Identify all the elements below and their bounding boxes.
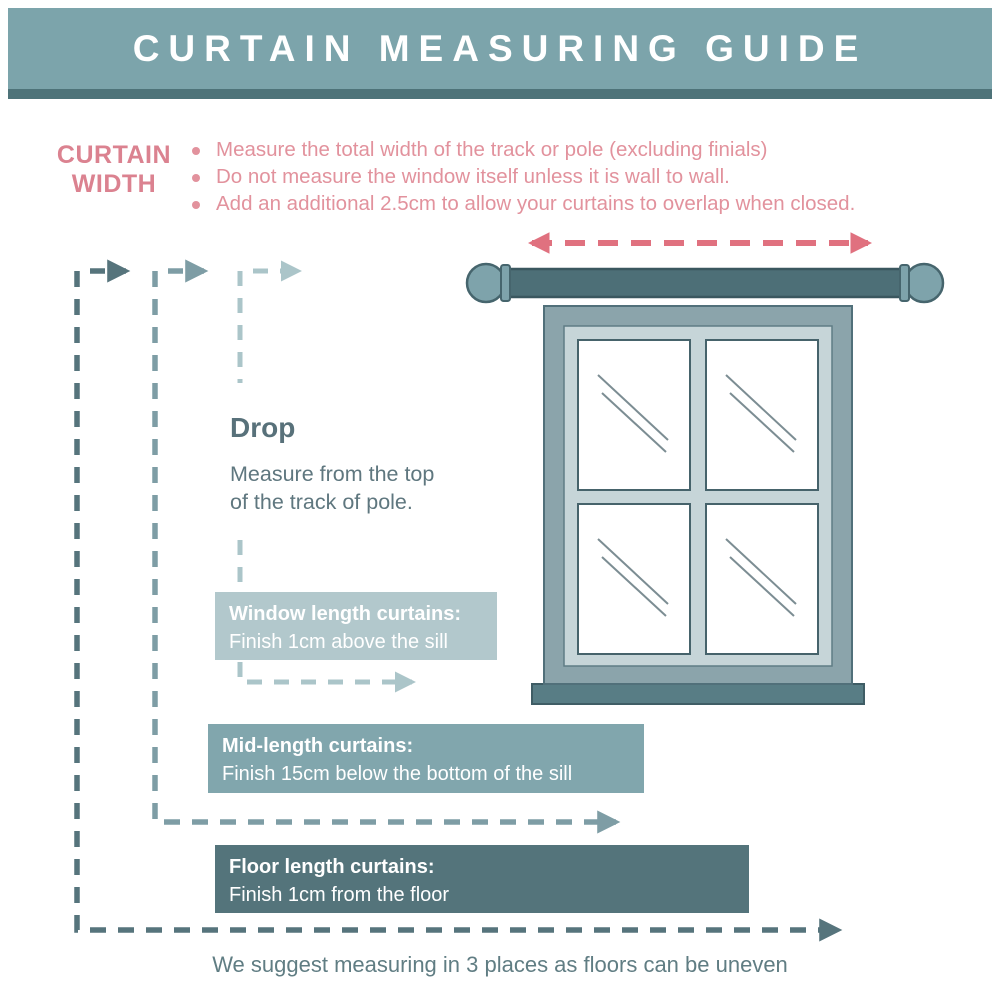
pole-finial-left (467, 264, 505, 302)
curtain-width-heading-line2: WIDTH (71, 170, 157, 198)
bullet-text: Add an additional 2.5cm to allow your curtains to overlap when closed. (216, 192, 856, 215)
curtain-width-heading-line1: CURTAIN (56, 141, 172, 169)
window-pane (578, 504, 690, 654)
mid-length-subtitle: Finish 15cm below the bottom of the sill (222, 763, 573, 785)
drop-heading: Drop (230, 412, 296, 443)
window-icon (532, 306, 864, 704)
window-length-box (215, 592, 497, 660)
pole-finial-right (905, 264, 943, 302)
window-length-subtitle: Finish 1cm above the sill (229, 631, 448, 653)
window-pane (578, 340, 690, 490)
window-pane (706, 504, 818, 654)
floor-length-subtitle: Finish 1cm from the floor (229, 884, 450, 906)
mid-length-box (208, 724, 644, 793)
page-title: CURTAIN MEASURING GUIDE (132, 27, 868, 69)
curtain-pole-icon (467, 264, 943, 302)
window-sill (532, 684, 864, 704)
floor-length-box (215, 845, 749, 913)
footer-note: We suggest measuring in 3 places as floors can be uneven (212, 952, 788, 977)
pole-collar-left (501, 265, 510, 301)
drop-description-line1: Measure from the top (230, 462, 435, 486)
bullet-text: Do not measure the window itself unless it is wall to wall. (216, 165, 730, 188)
floor-length-title: Floor length curtains: (229, 856, 435, 878)
pole-collar-right (900, 265, 909, 301)
pole-bar (505, 269, 907, 297)
window-length-title: Window length curtains: (229, 603, 462, 625)
drop-description (230, 460, 434, 516)
drop-description-line2: of the track of pole. (230, 490, 413, 514)
mid-length-title: Mid-length curtains: (222, 735, 414, 757)
bullet-text: Measure the total width of the track or pole (excluding finials) (216, 138, 768, 161)
window-pane (706, 340, 818, 490)
